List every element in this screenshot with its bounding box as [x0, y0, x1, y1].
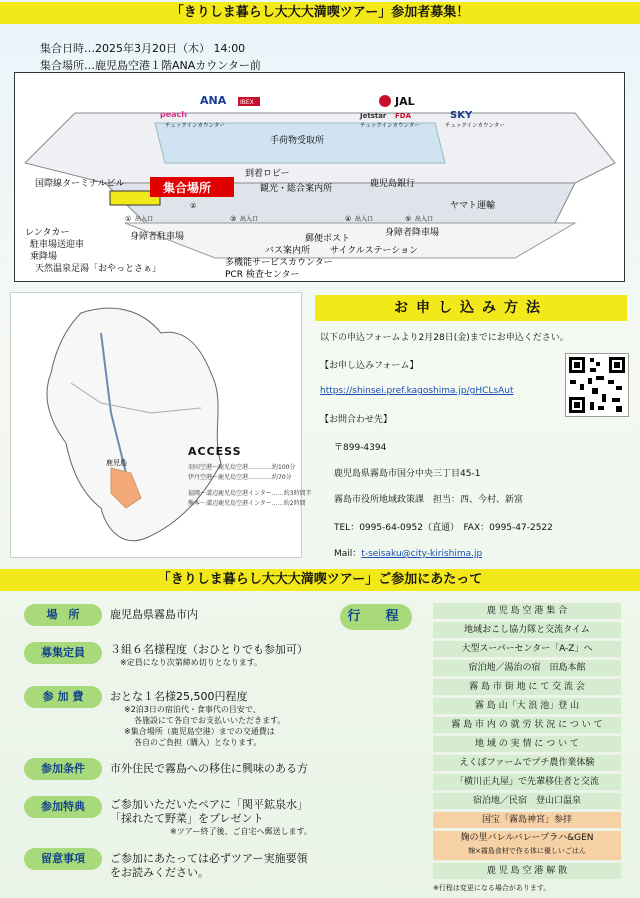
itinerary-item: 「横川正丸屋」で先輩移住者と交流 [433, 774, 621, 790]
top-banner: 「きりしま暮らし大大大満喫ツアー」参加者募集！ [0, 2, 640, 24]
yamato-label: ヤマト運輸 [450, 201, 496, 211]
jal-logo: JAL [395, 95, 415, 108]
apply-form-label: 【お申し込みフォーム】 [320, 361, 419, 371]
itinerary-item: 地 域 の 実 情 に つ い て [433, 736, 621, 752]
access-row: 羽田空港〜鹿児島空港…………約100分 [188, 464, 296, 471]
meeting-datetime: 集合日時…2025年3月20日（木） 14:00 [40, 42, 246, 55]
itinerary-item: 宿泊地／湯治の宿 田島本館 [433, 660, 621, 676]
itinerary-item: えくぼファームでプチ農作業体験 [433, 755, 621, 771]
fda-logo: FDA [395, 112, 412, 120]
itinerary-item: 麹の里バレルバレープラハ&GEN 麹×霧島食材で作る体に優しいごはん [433, 831, 621, 860]
itinerary-item: 鹿 児 島 空 港 解 散 [433, 863, 621, 879]
desc-place: 鹿児島県霧島市内 [110, 608, 198, 621]
contact-mail: Mail：t-seisaku@city-kirishima.jp [334, 549, 483, 559]
cycle-label: サイクルステーション [330, 246, 419, 256]
shuttle-label: 駐車場送迎車 [30, 240, 85, 250]
apply-form-link[interactable]: https://shinsei.pref.kagoshima.jp/gHCLsAut [320, 386, 514, 396]
qr-code[interactable] [565, 353, 629, 417]
checkin-label-3: チェックインカウンター [445, 123, 505, 129]
exit-5: ⑤ [405, 215, 412, 223]
exit-2: ② [190, 202, 197, 210]
multi-service-label: 多機能サービスカウンター [225, 258, 333, 268]
footbath-label: 天然温泉足湯「おやっとさぁ」 [35, 264, 162, 274]
tourist-info-label: 観光・総合案内所 [260, 184, 333, 194]
pcr-label: PCR 検査センター [225, 270, 300, 280]
contact-address: 鹿児島県霧島市国分中央三丁目45-1 [334, 469, 481, 479]
itinerary-item: 霧 島 市 内 の 就 労 状 況 に つ い て [433, 717, 621, 733]
svg-text:出入口: 出入口 [240, 216, 259, 223]
svg-text:出入口: 出入口 [135, 216, 154, 223]
itinerary-item: 地域おこし協力隊と交流タイム [433, 622, 621, 638]
jetstar-logo: Jetstar [360, 112, 387, 120]
exit-1: ① [125, 215, 132, 223]
apply-intro: 以下の申込フォームより2月28日(金)までにお申込ください。 [320, 333, 569, 343]
airport-floor-map [14, 72, 625, 282]
rental-label: レンタカー [25, 228, 70, 238]
access-heading: ACCESS [188, 445, 242, 458]
meeting-point-label: 集合場所 [163, 181, 212, 195]
label-benefit: 参加特典 [24, 796, 102, 818]
sky-logo: SKY [450, 110, 473, 121]
contact-phone: TEL：0995-64-0952（直通） FAX：0995-47-2522 [334, 523, 553, 533]
checkin-label-1: チェックインカウンター [165, 123, 225, 129]
exit-4: ④ [345, 215, 352, 223]
desc-capacity: ３組６名様程度（おひとりでも参加可） ※定員になり次第締め切りとなります。 [110, 643, 308, 667]
label-place: 場 所 [24, 604, 102, 626]
desc-condition: 市外住民で霧島への移住に興味のある方 [110, 762, 308, 775]
contact-postal: 〒899-4394 [334, 443, 387, 453]
exit-3: ③ [230, 215, 237, 223]
airport-map-svg [15, 73, 626, 283]
desc-notice: ご参加にあたっては必ずツアー実施要領 をお読みください。 [110, 852, 308, 879]
disabled-drop-label: 身障者降車場 [385, 228, 440, 238]
label-capacity: 募集定員 [24, 642, 102, 664]
access-row: 伊丹空港〜鹿児島空港…………約70分 [188, 474, 292, 481]
contact-label: 【お問合わせ先】 [320, 415, 393, 425]
itinerary-item: 鹿 児 島 空 港 集 合 [433, 603, 621, 619]
access-row: 熊本〜溝辺鹿児島空港インター……約2時間 [188, 500, 306, 507]
kagoshima-label: 鹿児島 [106, 459, 127, 467]
bus-info-label: バス案内所 [265, 246, 311, 256]
svg-text:出入口: 出入口 [415, 216, 434, 223]
bank-label: 鹿児島銀行 [370, 179, 416, 189]
checkin-label-2: チェックインカウンター [360, 123, 420, 129]
label-notice: 留意事項 [24, 848, 102, 870]
itinerary-note: ※行程は変更になる場合があります。 [433, 884, 551, 892]
jal-logo-icon [379, 95, 391, 107]
arrival-lobby-label: 到着ロビー [245, 169, 290, 179]
apply-title: お申し込み方法 [315, 295, 627, 321]
mail-link[interactable]: t-seisaku@city-kirishima.jp [361, 549, 483, 559]
itinerary-item: 大型スーパーセンター「A-Z」へ [433, 641, 621, 657]
kyushu-map [10, 292, 302, 558]
itinerary-list [433, 603, 621, 897]
meeting-place: 集合場所…鹿児島空港１階ANAカウンター前 [40, 59, 261, 72]
itinerary-label: 行 程 [340, 604, 412, 630]
taxi-label: 乗降場 [30, 252, 58, 262]
desc-fee: おとな１名様25,500円程度 ※2泊3日の宿泊代・食事代の目安で、 各施設にて各自でお支払いいただきます。 ※集合場所（鹿児島空港）までの交通費は 各自のご負担（購入）となります。 [110, 690, 286, 747]
meeting-info [40, 40, 261, 74]
itinerary-item: 霧 島 山「大 浪 池」登 山 [433, 698, 621, 714]
access-box [188, 446, 312, 509]
baggage-label: 手荷物受取所 [270, 136, 325, 146]
disabled-parking-label: 身障者駐車場 [130, 232, 185, 242]
desc-benefit: ご参加いただいたペアに「関平鉱泉水」 「採れたて野菜」をプレゼント ※ツアー終了後、ご自宅へ郵送します。 [110, 798, 312, 836]
post-label: 郵便ポスト [305, 234, 351, 244]
contact-office: 霧島市役所地域政策課 担当：西、今村、新富 [334, 495, 524, 505]
label-fee: 参 加 費 [24, 686, 102, 708]
ana-logo: ANA [200, 94, 227, 107]
mid-banner: 「きりしま暮らし大大大満喫ツアー」ご参加にあたって [0, 569, 640, 591]
ibex-logo: IBEX [240, 99, 254, 106]
peach-logo: peach [160, 110, 187, 119]
itinerary-item: 国宝「霧島神宮」参拝 [433, 812, 621, 828]
label-condition: 参加条件 [24, 758, 102, 780]
access-row: 福岡〜溝辺鹿児島空港インター……約3時間半 [188, 490, 312, 497]
kyushu-map-svg [11, 293, 303, 559]
intl-terminal-label: 国際線ターミナルビル [35, 179, 125, 189]
svg-text:出入口: 出入口 [355, 216, 374, 223]
itinerary-item: 宿泊地／民宿 登山口温泉 [433, 793, 621, 809]
itinerary-item: 霧 島 市 街 地 に て 交 流 会 [433, 679, 621, 695]
